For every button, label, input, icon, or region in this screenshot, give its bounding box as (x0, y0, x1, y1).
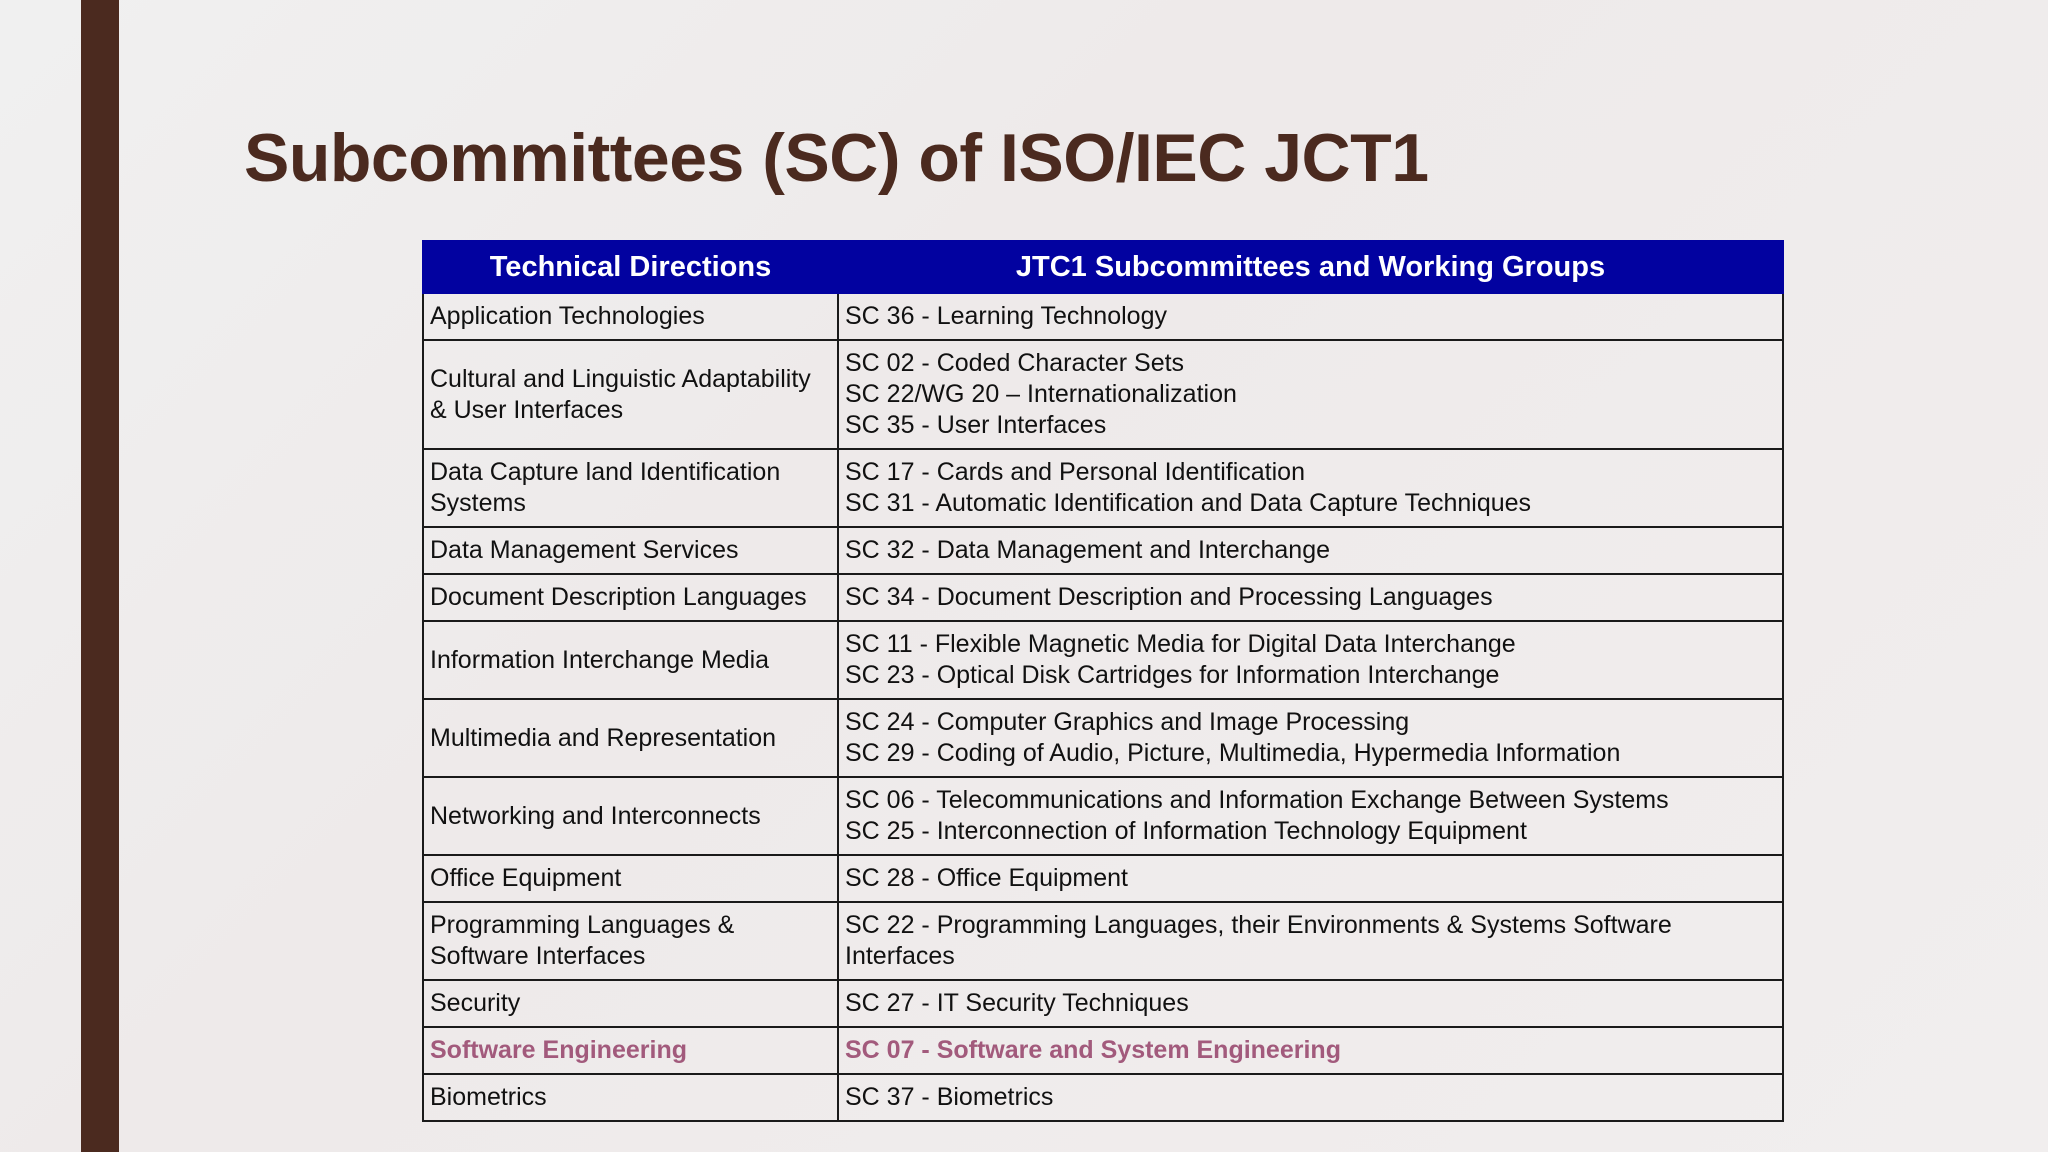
subcommittee-cell (838, 1074, 1783, 1121)
table-row (423, 699, 1783, 777)
subcommittee-text: Interfaces (845, 942, 955, 970)
subcommittee-text: SC 23 - Optical Disk Cartridges for Information Interchange (845, 661, 1500, 689)
table-row (423, 621, 1783, 699)
header-technical-directions: Technical Directions (423, 241, 838, 293)
accent-bar (81, 0, 119, 1152)
subcommittee-cell (838, 293, 1783, 340)
technical-direction-text: Programming Languages & (430, 911, 735, 939)
subcommittee-text: SC 28 - Office Equipment (845, 864, 1129, 892)
technical-direction-cell (423, 574, 838, 621)
technical-direction-text: Multimedia and Representation (430, 723, 777, 752)
subcommittee-cell (838, 699, 1783, 777)
technical-direction-cell (423, 293, 838, 340)
subcommittee-text: SC 06 - Telecommunications and Information Exchange Between Systems (845, 786, 1669, 814)
table-row (423, 449, 1783, 527)
subcommittee-cell (838, 1027, 1783, 1074)
subcommittee-cell (838, 980, 1783, 1027)
technical-direction-text: Software Engineering (430, 1036, 687, 1064)
technical-direction-cell (423, 855, 838, 902)
technical-direction-cell (423, 1074, 838, 1121)
subcommittee-text: SC 36 - Learning Technology (845, 302, 1167, 330)
technical-direction-text: Document Description Languages (430, 583, 807, 611)
technical-direction-text: Data Management Services (430, 536, 739, 564)
subcommittee-text: SC 34 - Document Description and Processing Languages (845, 583, 1493, 611)
table-row (423, 980, 1783, 1027)
table-row (423, 574, 1783, 621)
technical-direction-cell (423, 340, 838, 449)
technical-direction-text: Office Equipment (430, 864, 622, 892)
table-row (423, 340, 1783, 449)
technical-direction-cell (423, 980, 838, 1027)
subcommittee-cell (838, 621, 1783, 699)
table-row (423, 1074, 1783, 1121)
table-row (423, 527, 1783, 574)
technical-direction-text: Cultural and Linguistic Adaptability (430, 364, 811, 393)
subcommittee-text: SC 27 - IT Security Techniques (845, 989, 1189, 1017)
technical-direction-cell (423, 699, 838, 777)
table-row (423, 1027, 1783, 1074)
technical-direction-text: Biometrics (430, 1083, 547, 1111)
subcommittee-cell (838, 777, 1783, 855)
subcommittee-text: SC 37 - Biometrics (845, 1083, 1054, 1111)
table-row (423, 902, 1783, 980)
technical-direction-cell (423, 902, 838, 980)
subcommittee-text: SC 22 - Programming Languages, their Environments & Systems Software (845, 911, 1672, 939)
subcommittee-text: SC 02 - Coded Character Sets (845, 349, 1185, 377)
table-row (423, 777, 1783, 855)
technical-direction-text: Networking and Interconnects (430, 801, 761, 830)
slide-title: Subcommittees (SC) of ISO/IEC JCT1 (244, 120, 1429, 196)
technical-direction-text: Systems (430, 489, 526, 517)
header-subcommittees: JTC1 Subcommittees and Working Groups (838, 241, 1783, 293)
technical-direction-text: Information Interchange Media (430, 645, 770, 674)
technical-direction-cell (423, 527, 838, 574)
table-header-row (423, 241, 1783, 293)
subcommittee-text: SC 25 - Interconnection of Information Technology Equipment (845, 817, 1527, 845)
subcommittee-cell (838, 527, 1783, 574)
subcommittee-cell (838, 855, 1783, 902)
technical-direction-cell (423, 777, 838, 855)
table-row (423, 293, 1783, 340)
subcommittee-text: SC 32 - Data Management and Interchange (845, 536, 1331, 564)
technical-direction-text: Software Interfaces (430, 942, 646, 970)
subcommittee-text: SC 24 - Computer Graphics and Image Processing (845, 708, 1410, 736)
technical-direction-text: & User Interfaces (430, 395, 624, 424)
subcommittee-cell (838, 340, 1783, 449)
table-body (423, 293, 1783, 1121)
table-row (423, 855, 1783, 902)
technical-direction-cell (423, 449, 838, 527)
technical-direction-cell (423, 621, 838, 699)
subcommittee-cell (838, 902, 1783, 980)
subcommittee-text: SC 07 - Software and System Engineering (845, 1036, 1341, 1064)
subcommittee-text: SC 29 - Coding of Audio, Picture, Multimedia, Hypermedia Information (845, 739, 1621, 767)
technical-direction-text: Data Capture land Identification (430, 458, 781, 486)
subcommittee-text: SC 22/WG 20 – Internationalization (845, 380, 1237, 408)
subcommittee-text: SC 31 - Automatic Identification and Data Capture Techniques (845, 489, 1532, 517)
subcommittee-cell (838, 449, 1783, 527)
subcommittee-text: SC 35 - User Interfaces (845, 411, 1107, 439)
subcommittees-table (422, 240, 1784, 1122)
technical-direction-text: Application Technologies (430, 302, 705, 330)
technical-direction-text: Security (430, 989, 521, 1017)
subcommittee-text: SC 17 - Cards and Personal Identification (845, 458, 1305, 486)
subcommittee-text: SC 11 - Flexible Magnetic Media for Digital Data Interchange (845, 630, 1516, 658)
technical-direction-cell (423, 1027, 838, 1074)
subcommittee-cell (838, 574, 1783, 621)
